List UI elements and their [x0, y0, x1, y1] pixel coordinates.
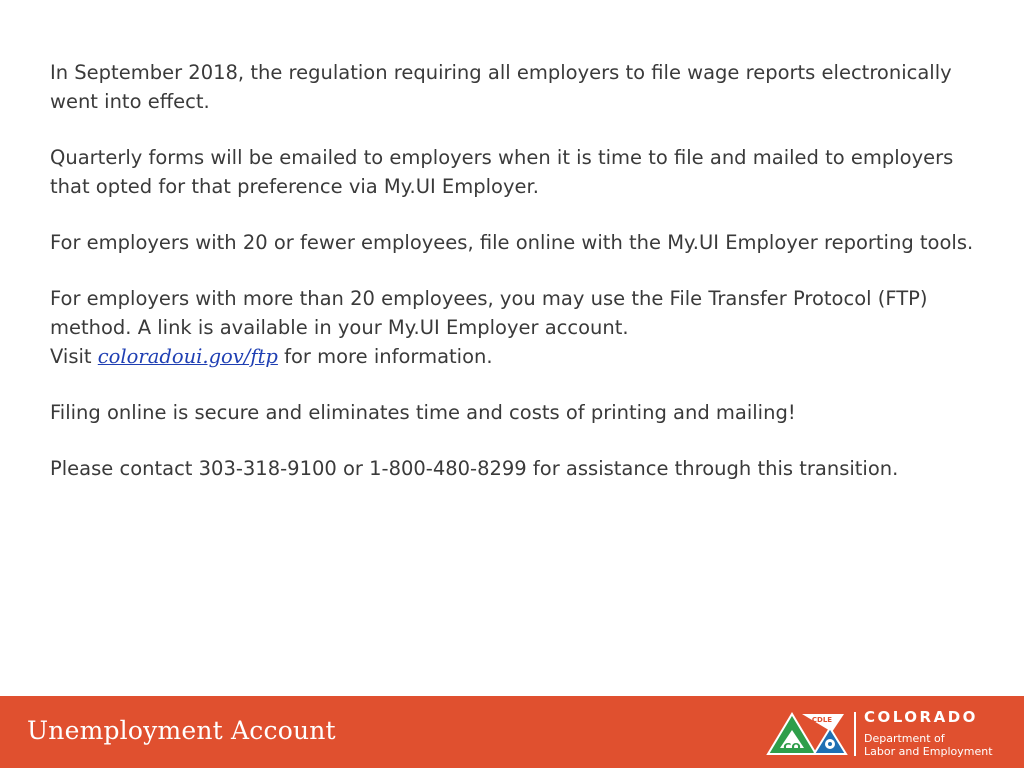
- paragraph-small-employers: For employers with 20 or fewer employees, file online with the My.UI Employer reporting tools.: [50, 231, 974, 254]
- body-text: [50, 58, 990, 510]
- footer-bar: [0, 696, 1024, 768]
- paragraph-quarterly-forms: Quarterly forms will be emailed to employers when it is time to file and mailed to employers that opted for that preference via My.UI Employer.: [50, 146, 954, 198]
- visit-text: Visit: [50, 345, 98, 368]
- cdle-logo: [766, 708, 1006, 760]
- more-info-text: for more information.: [277, 345, 493, 368]
- logo-initials-text: CO: [783, 741, 801, 754]
- ftp-link[interactable]: coloradoui.gov/ftp: [97, 345, 278, 368]
- logo-divider: [854, 712, 856, 756]
- footer-title: Unemployment Account: [27, 716, 336, 745]
- paragraph-secure: Filing online is secure and eliminates time and costs of printing and mailing!: [50, 401, 796, 424]
- logo-state-name: COLORADO: [864, 708, 978, 726]
- logo-dept-line2: Labor and Employment: [864, 745, 993, 758]
- logo-dept-line1: Department of: [864, 732, 945, 745]
- mountain-logo-icon: [766, 708, 856, 758]
- logo-department: [864, 732, 993, 758]
- paragraph-large-employers: [50, 284, 990, 371]
- ftp-method-text: For employers with more than 20 employees, you may use the File Transfer Protocol (FTP) method. A link is available in your My.UI Employer account.: [50, 287, 928, 339]
- paragraph-regulation: In September 2018, the regulation requiring all employers to file wage reports electronically went into effect.: [50, 61, 952, 113]
- logo-badge-text: CDLE: [811, 716, 833, 724]
- paragraph-contact: Please contact 303-318-9100 or 1-800-480-8299 for assistance through this transition.: [50, 457, 899, 480]
